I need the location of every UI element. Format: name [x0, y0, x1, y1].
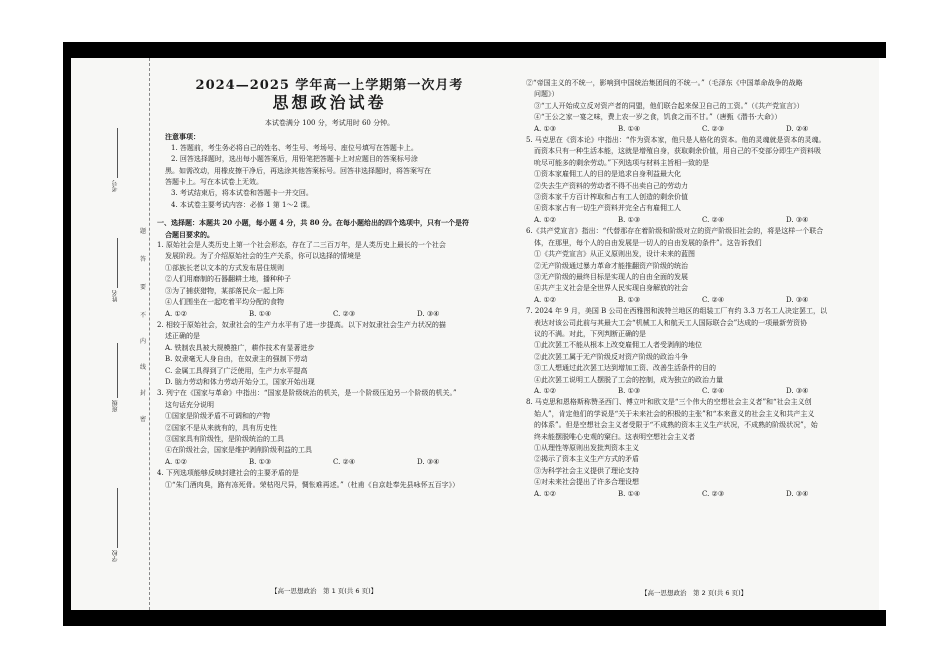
answer-option: D. ③④	[417, 457, 440, 466]
question-stem: 始人”，肯定他们的学说是“关于未来社会的积极的主张”和“本来意义的社会主义和共产主义	[534, 409, 815, 418]
exam-title: 2024—2025 学年高一上学期第一次月考	[195, 78, 464, 93]
scan-border-left	[63, 42, 71, 626]
question-stem: 终未能摆脱唯心史观的窠臼。这表明空想社会主义者	[534, 432, 695, 441]
question-item: ③资本家千方百计榨取和占有工人创造的剩余价值	[534, 193, 688, 202]
answer-option: A. ①②	[165, 457, 188, 466]
question-stem: 吮尽可能多的剩余劳动。”下列选项与材料主旨相一致的是	[534, 158, 710, 167]
question-stem: 议的不满。对此，下列判断正确的是	[534, 329, 646, 338]
answer-option: A. ①③	[534, 124, 557, 133]
question-stem: 2. 相较于原始社会，奴隶社会的生产力水平有了进一步提高。以下对奴隶社会生产力状况的描	[157, 320, 446, 329]
question-stem: ②“帝国主义的不统一，影响到中国统治集团间的不统一。”（毛泽东《中国革命战争的战略	[526, 79, 803, 87]
seal-char: 题	[140, 228, 147, 235]
page-footer-left: 【高一思想政治 第 1 页(共 6 页)】	[271, 587, 378, 595]
answer-option: B. ①③	[249, 457, 272, 466]
question-item: ③国家具有阶级性，是阶级统治的工具	[165, 434, 284, 443]
answer-option: C. ②④	[702, 295, 725, 304]
question-item: ②无产阶级通过暴力革命才能推翻资产阶级的统治	[534, 261, 688, 270]
question-item: B. 奴隶毫无人身自由，在奴隶主的强制下劳动	[165, 355, 308, 364]
question-item: ②人们用磨制的石器翻耕土地，播种种子	[165, 275, 291, 284]
binding-strip	[71, 58, 151, 610]
note-line: 3. 考试结束后，将本试卷和答题卡一并交回。	[171, 189, 313, 198]
question-item: ④共产主义社会是全世界人民实现自身解放的社会	[534, 284, 688, 293]
option-row	[526, 295, 876, 306]
note-line: 答题卡上。写在本试卷上无效。	[165, 178, 263, 187]
banji-line	[117, 343, 118, 398]
question-item: ③工人想通过此次罢工达到增加工资、改善生活条件的目的	[534, 364, 716, 373]
question-item: ②国家不是从来就有的，具有历史性	[165, 423, 277, 432]
question-item: ③“工人开始成立反对资产者的同盟，他们联合起来保卫自己的工资。”（《共产党宣言》）	[534, 101, 804, 110]
answer-option: A. ①②	[534, 386, 557, 395]
question-item: C. 金属工具得到了广泛使用，生产力水平提高	[165, 366, 308, 375]
question-item: ②失去生产资料的劳动者不得不出卖自己的劳动力	[534, 181, 688, 190]
question-stem: 而资本只有一种生活本能，这就是增殖自身，获取剩余价值，用自己的不变部分即生产资料吸	[534, 147, 821, 156]
option-row	[526, 215, 876, 226]
question-stem: 5. 马克思在《资本论》中指出：“作为资本家，他只是人格化的资本。他的灵魂就是资本的灵魂。	[526, 136, 826, 145]
option-row	[526, 124, 876, 135]
xuexiao-label: 学校	[112, 550, 119, 562]
seal-char: 答	[140, 256, 147, 263]
question-stem: 表达对该公司此前与其最大工会“机械工人和航天工人国际联合会”达成的一项最新劳资协	[534, 318, 808, 327]
question-item: ④人们围坐在一起吃着平均分配的食物	[165, 298, 284, 307]
note-line: 4. 本试卷主要考试内容：必修 1 第 1～2 课。	[171, 200, 315, 209]
question-stem: 的体系”。但是空想社会主义者受限于“不成熟的资本主义生产状况，不成熟的阶级状况”，始	[534, 421, 818, 430]
answer-option: B. ①④	[618, 489, 641, 498]
notes-heading: 注意事项：	[165, 132, 200, 142]
note-line: 1. 答题前，考生务必将自己的姓名、考生号、考场号、座位号填写在答题卡上。	[171, 143, 418, 152]
answer-option: C. ②③	[333, 309, 356, 318]
answer-option: C. ②③	[702, 489, 725, 498]
answer-option: B. ①③	[618, 295, 641, 304]
question-item: ④对未来社会提出了许多合理设想	[534, 478, 639, 487]
question-item: ①《共产党宣言》从正义原则出发，设计未来的蓝图	[534, 250, 695, 259]
question-stem: 发展阶段。为了介绍原始社会的生产关系，你可以选择的情境是	[165, 252, 361, 261]
option-row	[526, 386, 876, 397]
answer-option: D. ③④	[786, 215, 809, 224]
exam-subtitle: 思想政治试卷	[272, 94, 387, 112]
question-stem: 这句话充分说明	[165, 400, 214, 409]
question-stem: 7. 2024 年 9 月，美国 B 公司在西雅图和波特兰地区的组装工厂有约 3.3 万名工人决定罢工，以	[526, 307, 828, 316]
answer-option: B. ①③	[618, 386, 641, 395]
answer-option: C. ②④	[333, 457, 356, 466]
question-stem: 1. 原始社会是人类历史上第一个社会形态，存在了二三百万年，是人类历史上最长的一个社会	[157, 241, 446, 250]
question-item: ②揭示了资本主义生产方式的矛盾	[534, 455, 639, 464]
question-item: ①此次罢工不能从根本上改变雇佣工人者受剥削的地位	[534, 341, 702, 350]
xingming-line	[117, 238, 118, 288]
answer-option: B. ①③	[618, 215, 641, 224]
question-item: ④“王公之家一宴之味，费上农一岁之食，饥食之而不甘。”（唐甄《潜书·大命》）	[534, 113, 782, 122]
question-stem: 述正确的是	[165, 332, 200, 341]
section-heading: 一、选择题：本题共 20 小题，每小题 4 分，共 80 分。在每小题给出的四个选项中，只有一个是符	[157, 218, 469, 228]
question-stem: 6.《共产党宣言》指出：“代替那存在着阶级和阶级对立的资产阶级旧社会的，将是这样一个联合	[526, 227, 824, 236]
question-stem: 8. 马克思和恩格斯称赞圣西门、傅立叶和欧文是“三个伟大的空想社会主义者”和“社会主义创	[526, 398, 812, 407]
answer-option: B. ①④	[249, 309, 272, 318]
scan-border-bottom	[63, 610, 886, 626]
answer-option: D. ③④	[786, 489, 809, 498]
note-line: 2. 回答选择题时，选出每小题答案后，用铅笔把答题卡上对应题目的答案标号涂	[171, 155, 418, 164]
answer-option: A. ①②	[534, 215, 557, 224]
left-column	[157, 78, 502, 491]
seal-char: 不	[140, 312, 147, 319]
question-item: ③无产阶级的最终目标是实现人的自由全面的发展	[534, 272, 688, 281]
answer-option: A. ①②	[165, 309, 188, 318]
answer-option: B. ①④	[618, 124, 641, 133]
score-line: 本试卷满分 100 分，考试用时 60 分钟。	[264, 119, 395, 127]
xuexiao-line	[117, 488, 118, 548]
kaohao-label: 考号	[112, 180, 119, 192]
question-item: ①国家是阶级矛盾不可调和的产物	[165, 412, 270, 421]
seal-char: 内	[140, 338, 147, 345]
question-stem: 体，在那里，每个人的自由发展是一切人的自由发展的条件”。这告诉我们	[534, 238, 762, 247]
answer-option: D. ③④	[786, 386, 809, 395]
answer-option: D. ②④	[786, 124, 809, 133]
answer-option: C. ②④	[702, 386, 725, 395]
banji-label: 班级	[112, 400, 119, 412]
question-item: ①从理性等原则出发批判资本主义	[534, 444, 639, 452]
answer-option: A. ①②	[534, 295, 557, 304]
kaohao-line	[117, 128, 118, 178]
page-footer-right: 【高一思想政治 第 2 页(共 6 页)】	[641, 589, 748, 597]
question-item: A. 铁制农具被大规模推广，耕作技术有显著进步	[165, 343, 315, 352]
question-item: ③为了捕获猎物，某部落民众一起上阵	[165, 286, 284, 295]
seal-char: 要	[140, 284, 147, 291]
answer-option: A. ①②	[534, 489, 557, 498]
question-stem: 4. 下列选项能够反映封建社会的主要矛盾的是	[157, 469, 299, 478]
question-item: ③为科学社会主义提供了理论支持	[534, 466, 639, 475]
seal-char: 封	[140, 390, 147, 397]
answer-option: D. ③④	[417, 309, 440, 318]
answer-option: C. ②③	[702, 124, 725, 133]
seal-char: 线	[140, 364, 147, 371]
binding-dashed-line	[149, 58, 150, 610]
answer-option: C. ②④	[702, 215, 725, 224]
option-row	[526, 489, 876, 500]
scan-border-top	[63, 42, 886, 58]
note-line: 黑。如需改动，用橡皮擦干净后，再选涂其他答案标号。回答非选择题时，将答案写在	[165, 166, 431, 175]
answer-option: D. ③④	[786, 295, 809, 304]
question-item: ①部族长老以文本的方式发布居住规则	[165, 263, 284, 272]
right-column	[526, 78, 876, 500]
section-heading: 合题目要求的。	[165, 229, 214, 239]
question-item: ④此次罢工说明工人摆脱了工会的控制，成为独立的政治力量	[534, 375, 723, 384]
xingming-label: 姓名	[112, 290, 119, 302]
option-row	[157, 457, 502, 468]
question-stem: 3. 列宁在《国家与革命》中指出：“国家是阶级统治的机关，是一个阶级压迫另一个阶级的机关。”	[157, 389, 457, 398]
question-item: ④资本家占有一切生产资料并完全占有雇佣工人	[534, 204, 681, 213]
question-stem: 问题》）	[534, 90, 559, 99]
question-item: ②此次罢工属于无产阶级反对资产阶级的政治斗争	[534, 352, 688, 361]
question-item: ④在阶级社会，国家是维护剥削阶级利益的工具	[165, 446, 312, 455]
left-questions	[157, 240, 502, 491]
right-questions	[526, 78, 876, 500]
question-item: D. 脑力劳动和体力劳动开始分工，国家开始出现	[165, 377, 315, 386]
seal-char: 密	[140, 416, 147, 423]
option-row	[157, 309, 502, 320]
question-item: ①资本家雇佣工人的目的是追求自身利益最大化	[534, 170, 681, 179]
exam-paper	[71, 58, 879, 610]
question-stem: ①“朱门酒肉臭，路有冻死骨。荣枯咫尺异，惆怅难再述。”（杜甫《自京赴奉先县咏怀五百字》）	[165, 480, 460, 489]
